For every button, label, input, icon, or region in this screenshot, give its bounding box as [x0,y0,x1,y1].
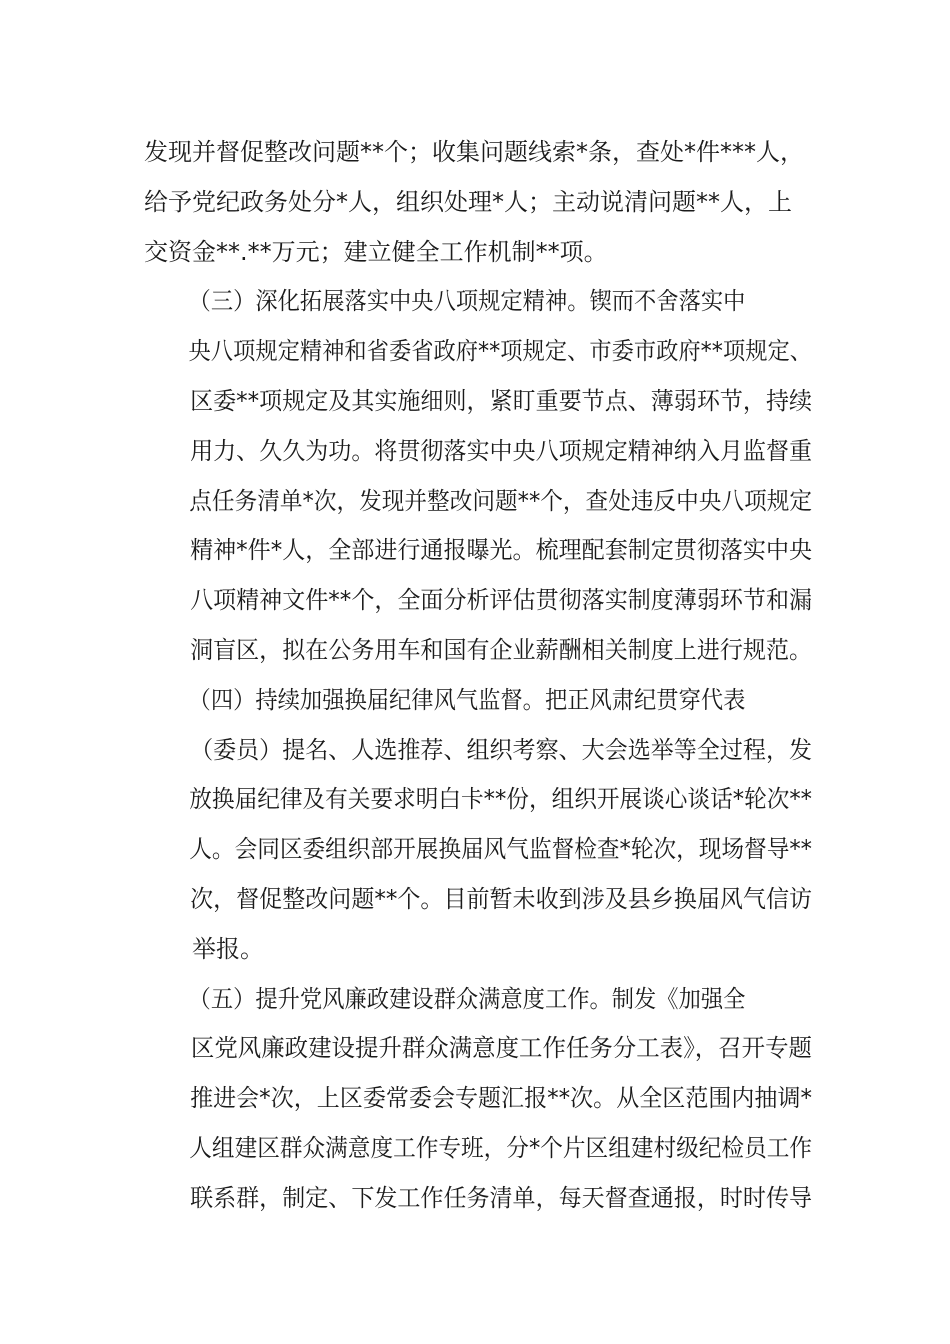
text-line: 联系群，制定、下发工作任务清单，每天督查通报，时时传导 [190,1183,813,1212]
text-line: （五）提升党风廉政建设群众满意度工作。制发《加强全 [188,984,746,1013]
text-line: 推进会*次，上区委常委会专题汇报**次。从全区范围内抽调* [190,1084,813,1113]
text-line: 发现并督促整改问题**个；收集问题线索*条，查处*件***人， [144,138,804,166]
paragraph-eight-rules [144,277,812,675]
text-line: 精神*件*人，全部进行通报曝光。梳理配套制定贯彻落实中央 [190,536,813,565]
document-body [144,128,812,1224]
text-line: 举报。 [192,934,264,963]
text-line: 交资金**.**万元；建立健全工作机制**项。 [144,237,608,266]
text-line: 用力、久久为功。将贯彻落实中央八项规定精神纳入月监督重 [190,436,813,465]
text-line: （三）深化拓展落实中央八项规定精神。锲而不舍落实中 [188,287,746,316]
paragraph-continuation [144,128,812,277]
paragraph-satisfaction-work [144,975,812,1224]
text-line: 人。会同区委组织部开展换届风气监督检查*轮次，现场督导** [189,835,812,864]
text-line: （委员）提名、人选推荐、组织考察、大会选举等全过程，发 [190,735,813,764]
text-line: 人组建区群众满意度工作专班，分*个片区组建村级纪检员工作 [189,1133,812,1162]
paragraph-election-discipline [144,676,812,975]
text-line: 区委**项规定及其实施细则，紧盯重要节点、薄弱环节，持续 [190,386,813,415]
text-line: 点任务清单*次，发现并整改问题**个，查处违反中央八项规定 [189,486,812,515]
text-line: 区党风廉政建设提升群众满意度工作任务分工表》，召开专题 [190,1034,812,1063]
text-line: 八项精神文件**个，全面分析评估贯彻落实制度薄弱环节和漏 [190,586,813,615]
text-line: 次，督促整改问题**个。目前暂未收到涉及县乡换届风气信访 [190,884,813,913]
text-line: 放换届纪律及有关要求明白卡**份，组织开展谈心谈话*轮次** [189,785,812,814]
text-line: （四）持续加强换届纪律风气监督。把正风肃纪贯穿代表 [188,685,746,714]
text-line: 央八项规定精神和省委省政府**项规定、市委市政府**项规定、 [188,337,813,366]
text-line: 给予党纪政务处分*人，组织处理*人；主动说清问题**人，上 [144,187,792,216]
text-line: 洞盲区，拟在公务用车和国有企业薪酬相关制度上进行规范。 [190,635,813,664]
